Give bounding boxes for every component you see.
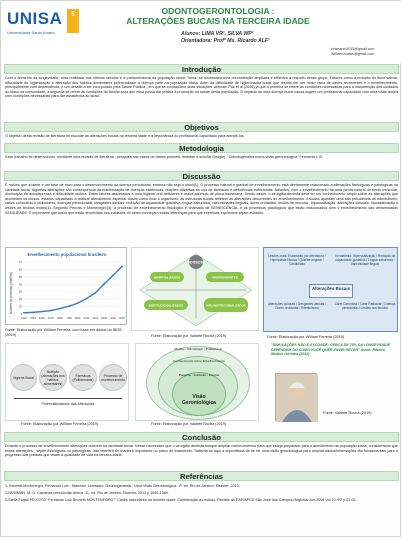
venn-caption: Fonte: Elaboração por Valdete Rocha (2019)	[151, 422, 227, 426]
chart-xtick-label: 1940	[21, 317, 27, 320]
chart-xtick-label: 1960	[38, 317, 45, 320]
advisor-line: Orientadora: Profª Ms. Ricardo ALF¹	[181, 38, 270, 44]
oral-changes-box	[263, 247, 398, 332]
elderly-photo	[275, 373, 317, 421]
conclusion-header	[4, 432, 399, 442]
students-line: Alunos: LIMA VR¹, SILVA WP¹	[181, 31, 254, 37]
chart-ytick-label: 20	[18, 297, 22, 302]
oral-changes-left-top: Lesões orais: Estomatite por dentadura / Hiperplasia fibrosa / Queilite angular / Candidíase	[268, 254, 326, 266]
reference-2: 2-NEWMAN, M. G. Carranza periodontia clínica. 11. ed. Rio de Janeiro: Elsevier, 2012 p 1052-1089.	[5, 491, 169, 495]
oral-changes-right-top: Xerostomia: Hiperssalivação / Redução da capacidade gustativa / Língua saburrosa / Varicosidade lingual	[334, 254, 396, 266]
diamond-item-independentes: INDEPENDENTES	[212, 275, 238, 280]
chart-xticks	[21, 316, 125, 320]
chart-ytick-label: 70	[18, 260, 22, 264]
chart-point	[50, 310, 52, 312]
university-logo	[7, 9, 67, 43]
elderly-diagram-box	[131, 247, 259, 331]
discussion-header	[4, 171, 399, 181]
chart-xtick-label: 1991	[66, 317, 73, 320]
chart-point	[121, 266, 123, 268]
objectives-text: O objetivo desta revisão de literatura foi elucidar as alterações bucais na terceira idade e a importância do profissional capacitado para atendê-los.	[5, 134, 245, 138]
chart-point	[23, 312, 25, 314]
intro-header	[4, 64, 399, 74]
chart-title: Envelhecimento populacional brasileiro	[27, 252, 107, 257]
emails	[331, 47, 399, 57]
population-chart	[6, 248, 128, 326]
venn-center: Visão Gerontológica	[182, 394, 216, 406]
chart-point	[41, 311, 43, 313]
chart-xtick-label: 2010	[83, 317, 90, 320]
title-line-1: ODONTOGERONTOLOGIA :	[161, 6, 275, 16]
authors	[181, 31, 351, 45]
method-text: Esse trabalho foi desenvolvido, mediante uma revisão de literatura ; pesquisa nas bases de dados pubmed, embase e scholar Google). "Odontogeriatria numa visão gerontológica" Fernando L.B.	[5, 155, 323, 159]
diamond-center-label: IDOSOS	[189, 260, 203, 265]
chart-ytick-label: 60	[18, 267, 22, 272]
flow-item-envelhecimento: Processo de envelhecimento	[99, 364, 127, 391]
logo-text: UNISA	[7, 9, 63, 28]
oral-changes-center: Alterações Bucais	[309, 284, 353, 298]
diamond-caption: Fonte: Elaboração por Valdete Rocha (2019)	[151, 334, 227, 338]
chart-caption: Fonte: Elaboração por William Ferreira, com base em dados do IBGE (2019)	[5, 328, 122, 337]
intro-title: Introdução	[181, 65, 222, 74]
chart-xtick-label: 1970	[47, 317, 54, 320]
chart-xtick-label: 2000	[74, 317, 81, 320]
chart-xtick-label: 2030	[101, 317, 108, 320]
chart-series-line	[24, 266, 122, 312]
objectives-header	[4, 122, 399, 132]
conclusion-title: Conclusão	[182, 433, 221, 442]
chart-point	[77, 302, 79, 304]
reference-1: 1- Brunetti-Montenegro, Fernando Luiz - Marchini, Leonardo. Odontogeriatria - Uma Visão Gerontológica. 1ª. ed. Rio de Janeiro: Elsevier, 2013.	[5, 484, 240, 488]
references-header	[4, 471, 399, 481]
aggravators-box	[5, 343, 129, 421]
flow-item-higiene: Higiene Bucal	[10, 364, 37, 391]
anniversary-badge: 5	[67, 9, 79, 33]
quote-text: "SIMULAÇÕES NÃO É ESCONDE: CERCA DE 75% DA LONGEVIDADE DEPENDEM DO COMO VOCÊ QUER ENVELHECER" Autor: Ribeiro, Médico Geriatra (2011)	[271, 343, 391, 357]
chart-ytick-label: 10	[18, 304, 22, 309]
chart-point	[85, 298, 87, 300]
chart-ytick-label: 0	[20, 312, 22, 316]
reference-3: 3-Stella Fugali PEIXOTO" Fernando Luiz Brunetti MONTENEGRO"" Cáries radiculares na terceira idade: Contribuição ao estudo. Revista da EAP/APCD.São José dos Campos,Regional Jun.2008 Vol.10 nº2 p.01-04.	[5, 498, 357, 502]
chart-ytick-label: 50	[18, 274, 22, 279]
diamond-item-institucionalizados: INSTITUCIONALIZADOS	[148, 303, 184, 308]
discussion-text: É notório que a idade é um fator de risco para o desenvolvimento da doença periodontal, embora não seja o único(1). O processo natural e gradual de envelhecimento está diretamente relacionado à alterações fisiológicas e patológicas na cavidade bucal. Algumas alterações são consequência da manifestação de doenças sistêmicas, reações adversas do uso de fármacos e deficiências nutricionais. Adiantes, com o envelhecimento há uma perda natural do tônus muscular, diminuição da autodepressa e dificuldade motora. Estes fatores associados a uma higiene oral deficiente e maior acúmulo de placa bacteriana. Sendo assim, o cirurgião-dentista deve ter um conhecimento amplo sobre as alterações que acometem os idosos, estando capacitado a realizar atendimento especial. Assim como todo o organismo, as estruturas bucais refletem as alterações decorrentes do envelhecimento. Estudos apontam uma alta prevalência de edentulismo, cáries coronárias e radiculares, doenças periodontais, desgastes dentais, redução da capacidade gustativa, língua saburrosa, varicosidades linguais, dores orofaciais, lesões de mucosa , hipossalivação, alterações oclusais, hipossalivação e lesões de tecidos moles(1). Segundo Peixoto e Montenegro(3), o processo de envelhecimento fisiológico é chamado de SENESCÊNCIA, e os processos patológicos que estão relacionados com o envelhecimento são denominados SENILIDADE. É importante que todos que estão envolvidos nos cuidados do idoso conheçam essas diferenças para que eventuais equívocos sejam evitados.	[5, 183, 398, 215]
venn-label-1: Conhecimento sobre Envelhecimento	[173, 359, 225, 363]
conclusion-text: Durante o processo de envelhecimento alterações ocorrem na cavidade bucal. Nesse necessário que o cirurgião-dentista busque ampliar conhecimentos para que esteja preparado para o atendimento da população idosa, considerando que essas alterações , sejam fisiológicas ou patológicas, irão interferir de maneira importante no plano de tratamento. Salienta-se aqui a importância de se ter uma visão gerontológica para ampliar dados/informações tão fundamentais para o progresso das práticas que visam a qualidade de vida na terceira idade.	[5, 444, 398, 458]
oral-changes-right-bottom: Cárie Coronária / Cárie Radicular / Doença periodontal / Lesões nos tecidos	[334, 302, 396, 310]
diamond-item-nao-institucionalizados: NÃO INSTITUCIONALIZADOS	[206, 303, 246, 308]
chart-xtick-label: 2040	[110, 317, 116, 320]
discussion-title: Discussão	[182, 172, 221, 181]
chart-ylabel: Número de pessoas (milhões)	[9, 271, 13, 315]
elderly-diagram	[132, 248, 260, 332]
chart-point	[69, 305, 71, 307]
logo-subtitle: Universidade Santo Amaro	[7, 30, 55, 35]
chart-xtick-label: 1980	[56, 317, 63, 320]
chart-point	[94, 292, 96, 294]
chart-ytick-label: 40	[18, 282, 22, 287]
method-title: Metodologia	[179, 144, 224, 153]
intro-text: Com o aumento da longevidade, uma realidade nos últimos séculos é a predominância da população idosa. Torna- se necessária uma reconstrução ampliada e reflexiva a respeito desse grupo. Fatores como a redução do fluxo salivar, dificuldade de higienização e alteração dos hábitos alimentares potencializam a doença cárie na população idosa. Além da dificuldade de higienização bucal que resulta em um maior risco de cáries recorrentes e o envelhecimento, principalmente com dependência, é um desafio a ser incorporado pela Saúde Pública , em que se contrapõem duas situações, afirmam Paz et al.(2006) já que a primeira se refere às condições necessárias para a manutenção dos cuidados ao idoso na comunidade, a segunda se refere às condições da família para que essa possa dar prática à promoção da saúde desta população. O impacto de uma doença bucal causa sugere um profissional capacitado com uma visão ampla com condições necessárias para dar assistência ao idoso.	[5, 76, 398, 99]
objectives-title: Objetivos	[184, 123, 219, 132]
chart-xtick-label: 2020	[92, 317, 99, 320]
chart-xtick-label: 1950	[30, 317, 36, 320]
elderly-photo-art	[276, 374, 318, 422]
flow-caption: Fonte: Elaboração por William Ferreira (2019)	[21, 422, 99, 426]
flow-bracket	[14, 398, 122, 400]
method-header	[4, 143, 399, 153]
gerontology-view-box	[135, 343, 259, 421]
photo-caption: Fonte: Valdete Rocha (2015)	[323, 411, 372, 415]
venn-label-2: Paciente - Cuidador - Família	[178, 373, 220, 377]
diamond-item-hospitalizados: HOSPITALIZADOS	[153, 275, 181, 280]
venn-label-0: Médico - Odontólogo - Profissional	[174, 347, 222, 351]
flow-label: Potencializadores das Alterações	[41, 402, 95, 406]
poster-header	[1, 1, 401, 63]
flow-item-farmacos: Fármacos (Polifarmácia)	[69, 364, 97, 391]
poster-title	[83, 6, 353, 26]
chart-point	[32, 311, 34, 313]
email-2: William.holass@gmail.com	[331, 52, 374, 56]
chart-grid	[24, 262, 122, 314]
references-title: Referências	[179, 472, 224, 481]
chart-xtick-label: 2050	[119, 317, 125, 320]
email-1: vinimarco2015@gmail.com	[331, 47, 375, 51]
chart-yticks	[19, 260, 23, 316]
title-line-2: ALTERAÇÕES BUCAIS NA TERCEIRA IDADE	[126, 16, 310, 26]
chart-point	[59, 308, 61, 310]
population-chart-box	[5, 247, 127, 325]
chart-point	[103, 283, 105, 285]
flow-item-nutricao: Nutrição (alterações nos hábitos alimentares)	[39, 364, 67, 391]
oral-changes-left-bottom: Alterações oclusais / Desgastes dentais / Dores orofaciais / Edentulismo	[267, 302, 327, 310]
oral-changes-caption: Fonte: Elaboração por William Ferreira (2019)	[267, 335, 345, 339]
chart-ytick-label: 30	[18, 289, 22, 294]
chart-point	[112, 274, 114, 276]
